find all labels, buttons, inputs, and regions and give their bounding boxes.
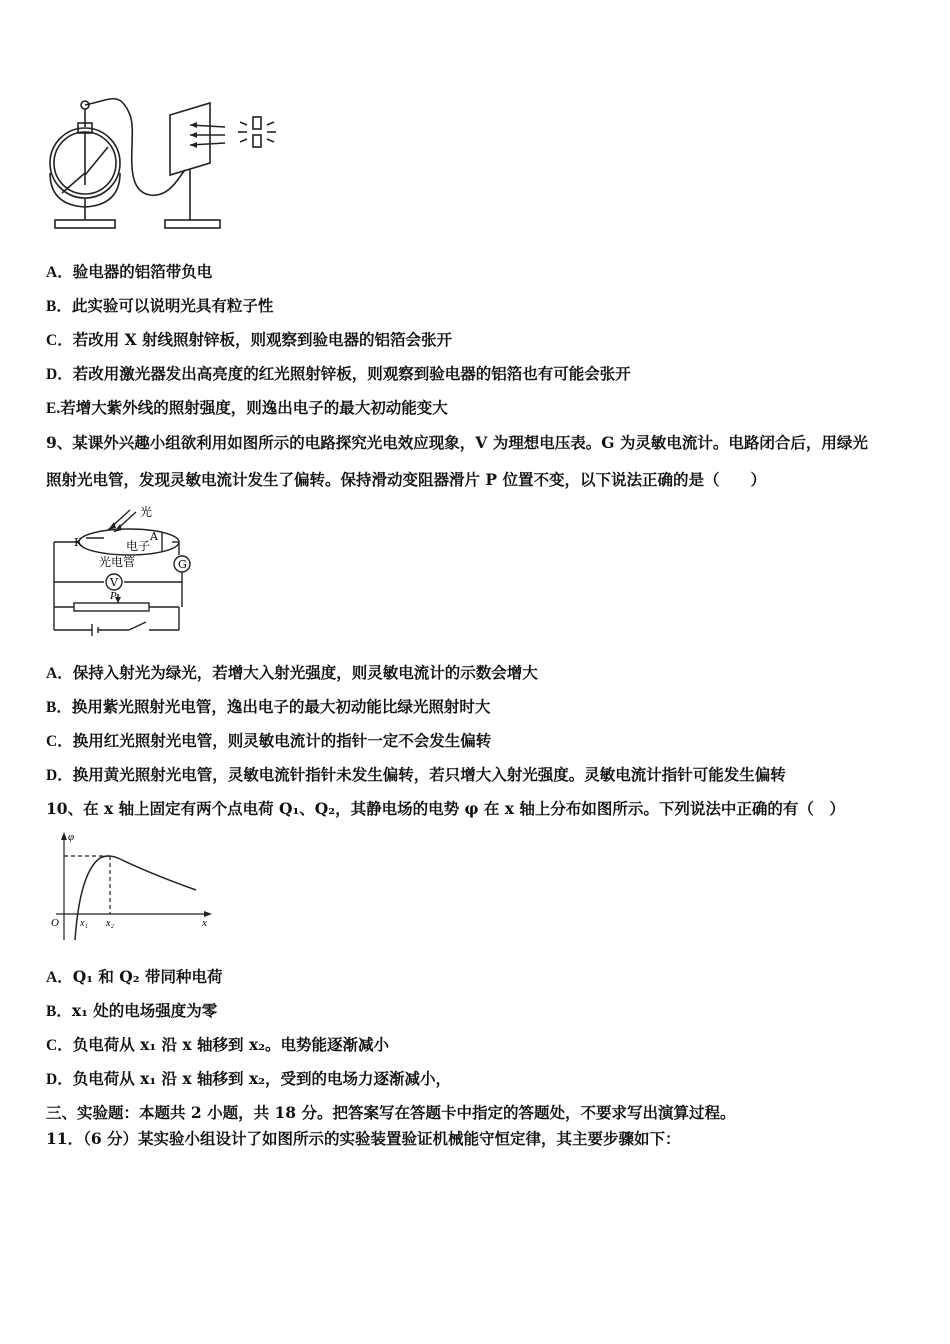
q10-option-b: B．x₁ 处的电场强度为零: [46, 1001, 218, 1020]
q9-option-d: D．换用黄光照射光电管，灵敏电流针指针未发生偏转，若只增大入射光强度。灵敏电流计指针可能发生偏转: [46, 765, 786, 784]
voltmeter-label: V: [110, 576, 118, 589]
origin-label: O: [51, 917, 59, 929]
galvanometer-label: G: [178, 558, 187, 571]
q8-option-b: B．此实验可以说明光具有粒子性: [46, 296, 274, 315]
anode-label: A: [150, 530, 158, 543]
section3-heading: 三、实验题：本题共 2 小题，共 18 分。把答案写在答题卡中指定的答题处，不要求写出演算过程。: [46, 1103, 736, 1122]
q9-stem-line1: 9、某课外兴趣小组欲利用如图所示的电路探究光电效应现象，V 为理想电压表。G 为灵敏电流计。电路闭合后，用绿光: [46, 433, 868, 452]
q10-option-c: C．负电荷从 x₁ 沿 x 轴移到 x₂。电势能逐渐减小: [46, 1035, 389, 1054]
electroscope-figure: [40, 95, 280, 240]
q8-option-a: A．验电器的铝箔带负电: [46, 262, 213, 281]
cathode-label: K: [74, 536, 83, 549]
q10-stem: 10、在 x 轴上固定有两个点电荷 Q₁、Q₂，其静电场的电势 φ 在 x 轴上分布如图所示。下列说法中正确的有（ ）: [46, 799, 845, 818]
q9-option-a: A．保持入射光为绿光，若增大入射光强度，则灵敏电流计的示数会增大: [46, 663, 538, 682]
q10-option-a: A．Q₁ 和 Q₂ 带同种电荷: [46, 967, 223, 986]
tube-label: 光电管: [99, 555, 136, 569]
q9-stem-line2: 照射光电管，发现灵敏电流计发生了偏转。保持滑动变阻器滑片 P 位置不变，以下说法正确的是（ ）: [46, 470, 766, 489]
electron-label: 电子: [126, 539, 151, 553]
light-label: 光: [140, 505, 153, 519]
phi-axis-label: φ: [68, 831, 75, 843]
potential-graph-figure: [48, 828, 218, 943]
q8-option-e: E.若增大紫外线的照射强度，则逸出电子的最大初动能变大: [46, 398, 448, 417]
x-axis-label: x: [202, 917, 207, 929]
x1-label: x₁: [80, 918, 88, 929]
q9-option-b: B．换用紫光照射光电管，逸出电子的最大初动能比绿光照射时大: [46, 697, 491, 716]
q10-option-d: D．负电荷从 x₁ 沿 x 轴移到 x₂，受到的电场力逐渐减小，: [46, 1069, 451, 1088]
slider-label: P: [110, 590, 117, 602]
q8-option-c: C．若改用 X 射线照射锌板，则观察到验电器的铝箔会张开: [46, 330, 453, 349]
q9-option-c: C．换用红光照射光电管，则灵敏电流计的指针一定不会发生偏转: [46, 731, 492, 750]
q8-option-d: D．若改用激光器发出高亮度的红光照射锌板，则观察到验电器的铝箔也有可能会张开: [46, 364, 631, 383]
x2-label: x₂: [106, 918, 114, 929]
q11-stem: 11．（6 分）某实验小组设计了如图所示的实验装置验证机械能守恒定律，其主要步骤如下：: [46, 1129, 681, 1148]
photoelectric-circuit-figure: [44, 502, 204, 637]
